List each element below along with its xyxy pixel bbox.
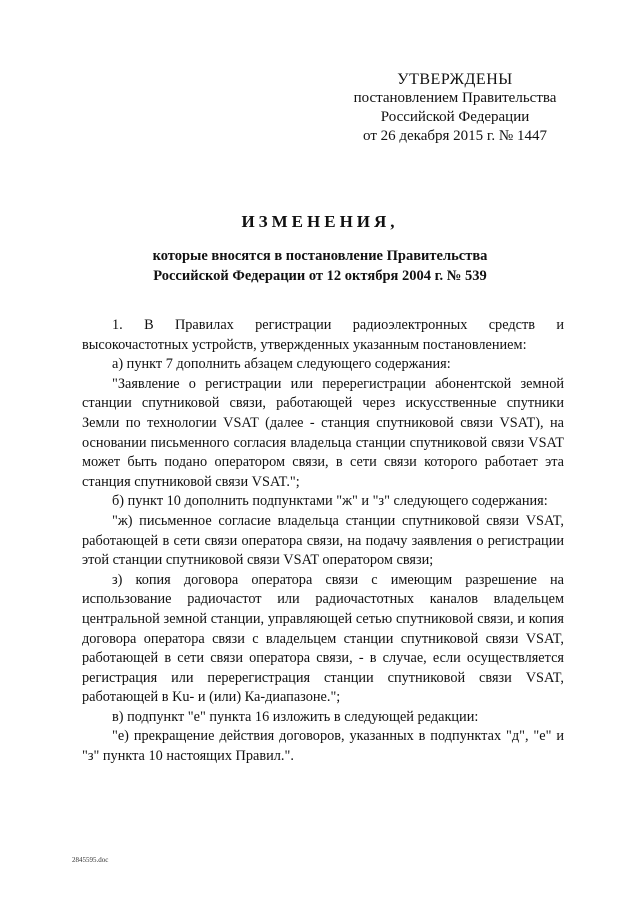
document-subtitle-line-1: которые вносятся в постановление Правительства: [152, 248, 488, 264]
title-block: [40, 212, 600, 286]
document-title: ИЗМЕНЕНИЯ,: [241, 212, 399, 231]
approval-block: [330, 70, 580, 146]
paragraph-2: а) пункт 7 дополнить абзацем следующего содержания:: [112, 356, 451, 373]
approval-line-2: Российской Федерации: [380, 109, 530, 125]
approval-line-1: постановлением Правительства: [353, 90, 557, 106]
approval-line-3: от 26 декабря 2015 г. № 1447: [363, 128, 547, 144]
paragraph-4: б) пункт 10 дополнить подпунктами "ж" и "з" следующего содержания:: [112, 493, 548, 510]
paragraph-6: з) копия договора оператора связи с имеющим разрешение на использование радиочастот или радиочастотных каналов владельцем центральной земной станции, управляющей сетью спутниковой связи, и копия договора оператора связи с владельцем станции спутниковой связи VSAT, работающей в сети связи оператора связи, - в случае, если осуществляется регистрация или перерегистрация станции спутниковой связи VSAT, работающей в Ku- и (или) Ка-диапазоне.";: [82, 571, 564, 706]
paragraph-5: "ж) письменное согласие владельца станции спутниковой связи VSAT, работающей в сети связи оператора связи, на подачу заявления о регистрации этой станции спутниковой связи VSAT оператором связи;: [82, 512, 564, 569]
document-subtitle-line-2: Российской Федерации от 12 октября 2004 г. № 539: [153, 268, 487, 284]
paragraph-7: в) подпункт "е" пункта 16 изложить в следующей редакции:: [112, 708, 479, 725]
paragraph-3: "Заявление о регистрации или перерегистрации абонентской земной станции спутниковой связи, работающей через искусственные спутники Земли по технологии VSAT (далее - станция спутниковой связи VSAT), на основании письменного согласия владельца станции спутниковой связи VSAT может быть подано оператором связи, в сети связи которого работает эта станция спутниковой связи VSAT.";: [82, 375, 564, 490]
paragraph-1: 1. В Правилах регистрации радиоэлектронных средств и высокочастотных устройств, утвержденных указанным постановлением:: [82, 317, 564, 353]
paragraph-8: "е) прекращение действия договоров, указанных в подпунктах "д", "е" и "з" пункта 10 настоящих Правил.".: [82, 728, 564, 765]
document-body: [82, 316, 564, 767]
footer-file-code: 2845595.doc: [72, 856, 109, 864]
approval-heading: УТВЕРЖДЕНЫ: [397, 71, 513, 88]
